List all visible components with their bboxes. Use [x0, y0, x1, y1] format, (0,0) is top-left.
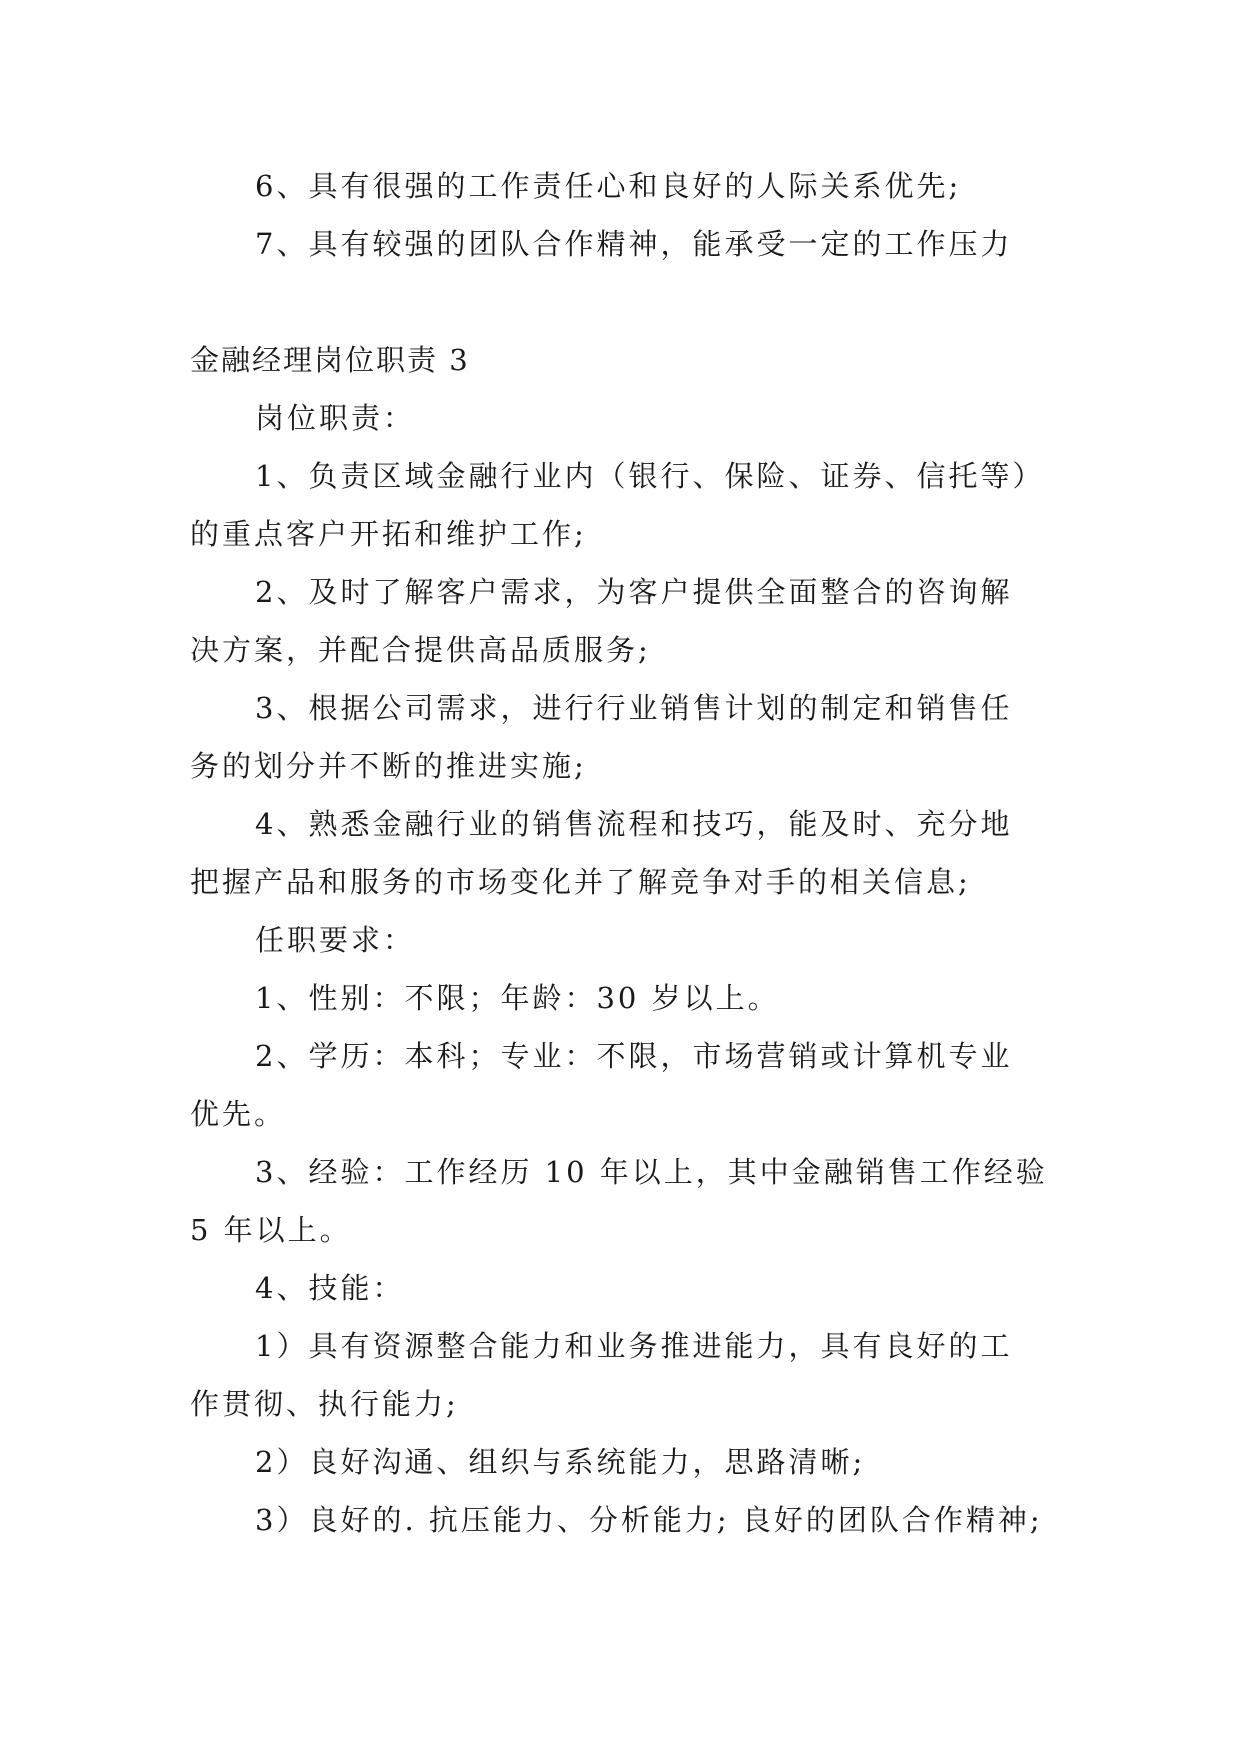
duty-item-3-cont: 务的划分并不断的推进实施; [190, 749, 587, 783]
section-heading: 金融经理岗位职责 3 [190, 343, 470, 377]
duty-item-4-cont: 把握产品和服务的市场变化并了解竞争对手的相关信息; [190, 865, 971, 899]
requirement-item-2-cont: 优先。 [190, 1097, 287, 1131]
requirement-item-2: 2、学历：本科；专业：不限，市场营销或计算机专业 [255, 1039, 1013, 1073]
duty-item-1: 1、负责区域金融行业内（银行、保险、证券、信托等） [255, 459, 1045, 493]
requirement-item-4: 4、技能： [255, 1271, 405, 1305]
requirement-item-1: 1、性别：不限；年龄：30 岁以上。 [255, 981, 780, 1015]
requirement-item-6: 6、具有很强的工作责任心和良好的人际关系优先; [255, 169, 962, 203]
duty-item-2-cont: 决方案，并配合提供高品质服务; [190, 633, 651, 667]
requirement-item-3: 3、经验：工作经历 10 年以上，其中金融销售工作经验 [255, 1155, 1048, 1189]
requirement-item-3-cont: 5 年以上。 [190, 1213, 352, 1247]
duties-label: 岗位职责： [255, 401, 416, 435]
requirements-label: 任职要求： [255, 923, 416, 957]
requirement-item-7: 7、具有较强的团队合作精神，能承受一定的工作压力 [255, 227, 1013, 261]
skill-item-2: 2）良好沟通、组织与系统能力，思路清晰; [255, 1445, 866, 1479]
duty-item-3: 3、根据公司需求，进行行业销售计划的制定和销售任 [255, 691, 1013, 725]
duty-item-2: 2、及时了解客户需求，为客户提供全面整合的咨询解 [255, 575, 1013, 609]
skill-item-3: 3）良好的. 抗压能力、分析能力; 良好的团队合作精神; [255, 1503, 1043, 1537]
duty-item-4: 4、熟悉金融行业的销售流程和技巧，能及时、充分地 [255, 807, 1013, 841]
skill-item-1-cont: 作贯彻、执行能力; [190, 1387, 459, 1421]
duty-item-1-cont: 的重点客户开拓和维护工作; [190, 517, 587, 551]
skill-item-1: 1）具有资源整合能力和业务推进能力，具有良好的工 [255, 1329, 1013, 1363]
